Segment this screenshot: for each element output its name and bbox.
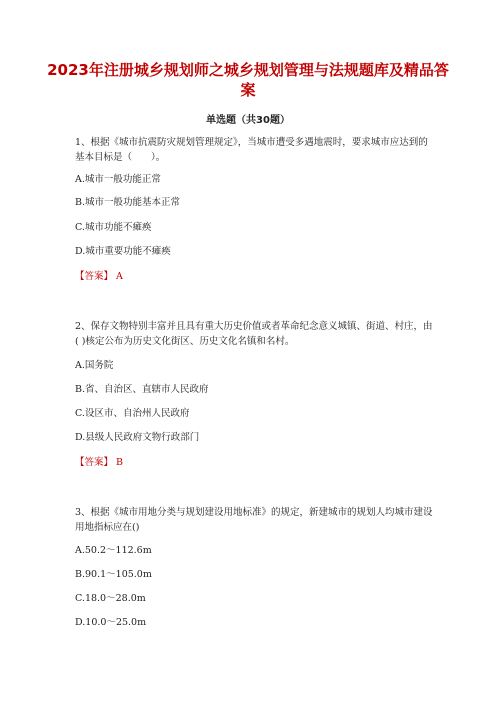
option: A.50.2～112.6m [75, 545, 152, 556]
option: D.城市重要功能不瘫痪 [75, 246, 171, 257]
option: D.10.0～25.0m [75, 617, 147, 628]
option: B.城市一般功能基本正常 [75, 197, 181, 208]
option: D.县级人民政府文物行政部门 [75, 432, 200, 443]
question-text: 2、保存文物特别丰富并且具有重大历史价值或者革命纪念意义城镇、街道、村庄，由( )核定公布为历史文化街区、历史文化名镇和名村。 [75, 321, 433, 347]
option: C.18.0～28.0m [75, 593, 146, 604]
option: B.90.1～105.0m [75, 569, 152, 580]
question-text: 1、根据《城市抗震防灾规划管理规定》，当城市遭受多遇地震时，要求城市应达到的基本目标是（ ）。 [75, 137, 428, 163]
document-title: 2023年注册城乡规划师之城乡规划管理与法规题库及精品答案 [47, 61, 449, 99]
option: A.城市一般功能正常 [75, 174, 161, 185]
question-text: 3、根据《城市用地分类与规划建设用地标准》的规定，新建城市的规划人均城市建设用地指标应在() [75, 507, 433, 533]
option: C.城市功能不瘫痪 [75, 222, 152, 233]
section-heading: 单选题（共30题） [206, 115, 290, 126]
answer-text: 【答案】 B [75, 457, 124, 468]
option: A.国务院 [75, 360, 114, 371]
option: B.省、自治区、直辖市人民政府 [75, 384, 209, 395]
option: C.设区市、自治州人民政府 [75, 408, 190, 419]
answer-text: 【答案】 A [75, 271, 123, 282]
